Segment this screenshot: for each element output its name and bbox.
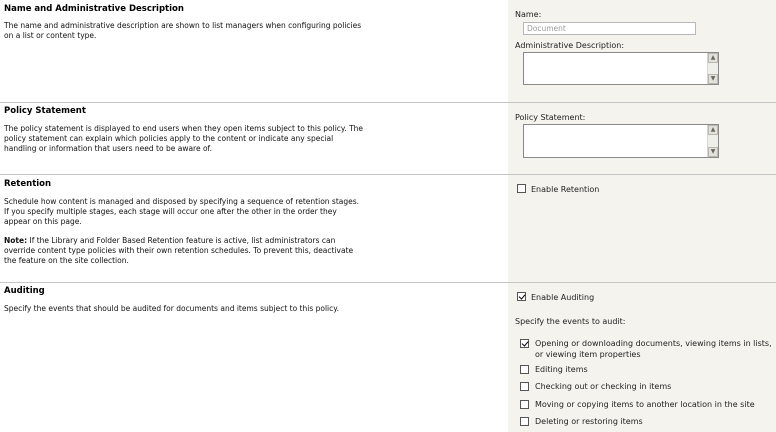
policy-statement-scrollbar[interactable] (707, 125, 718, 157)
section-divider (0, 282, 776, 283)
retention-section-description: Schedule how content is managed and disposed by specifying a sequence of retention stages. If you specify multiple stages, each stage will occur one after the other in the order they appear on this page. (4, 197, 360, 226)
enable-auditing-label: Enable Auditing (531, 293, 595, 302)
retention-note-text: If the Library and Folder Based Retention feature is active, list administrators can override content type policies with their own retention schedules. To prevent this, deactivate the feature on the site collection. (4, 236, 354, 265)
retention-note-label: Note: (4, 236, 28, 245)
audit-deleting-checkbox[interactable] (520, 417, 529, 426)
name-label: Name: (515, 10, 542, 19)
scroll-up-arrow-icon[interactable]: ▲ (708, 125, 718, 135)
audit-moving-label: Moving or copying items to another location in the site (535, 400, 755, 409)
audit-checkout-label: Checking out or checking in items (535, 382, 672, 391)
admin-description-label: Administrative Description: (515, 41, 625, 50)
name-section-description: The name and administrative description are shown to list managers when configuring policies on a list or content type. (4, 21, 362, 40)
audit-editing-checkbox[interactable] (520, 365, 529, 374)
admin-description-scrollbar[interactable] (707, 53, 718, 84)
audit-events-label: Specify the events to audit: (515, 317, 626, 326)
enable-retention-label: Enable Retention (531, 185, 600, 194)
name-input[interactable]: Document (523, 22, 696, 35)
section-divider (0, 174, 776, 175)
enable-retention-row[interactable] (517, 185, 599, 194)
name-section-heading: Name and Administrative Description (4, 4, 184, 14)
policy-statement-textarea[interactable] (523, 124, 719, 158)
scroll-up-arrow-icon[interactable]: ▲ (708, 53, 718, 63)
policy-section-description: The policy statement is displayed to end users when they open items subject to this policy. The policy statement can explain which policies apply to the content or indicate any special handling or information that users need to be aware of. (4, 124, 364, 153)
policy-section-heading: Policy Statement (4, 106, 86, 116)
audit-moving-checkbox[interactable] (520, 400, 529, 409)
audit-editing-label: Editing items (535, 365, 588, 374)
enable-retention-checkbox[interactable] (517, 184, 526, 193)
section-divider (0, 102, 776, 103)
scroll-down-arrow-icon[interactable]: ▼ (708, 147, 718, 157)
audit-opening-checkbox[interactable] (520, 339, 529, 348)
policy-statement-label: Policy Statement: (515, 113, 586, 122)
retention-section-heading: Retention (4, 179, 52, 189)
scroll-down-arrow-icon[interactable]: ▼ (708, 74, 718, 84)
admin-description-textarea[interactable] (523, 52, 719, 85)
auditing-section-heading: Auditing (4, 286, 45, 296)
auditing-section-description: Specify the events that should be audited for documents and items subject to this policy. (4, 304, 340, 313)
enable-auditing-row[interactable] (517, 293, 594, 302)
audit-checkout-checkbox[interactable] (520, 382, 529, 391)
enable-auditing-checkbox[interactable] (517, 292, 526, 301)
audit-deleting-label: Deleting or restoring items (535, 417, 643, 426)
retention-note (4, 236, 364, 266)
audit-opening-label: Opening or downloading documents, viewing items in lists, or viewing item properties (535, 339, 772, 359)
